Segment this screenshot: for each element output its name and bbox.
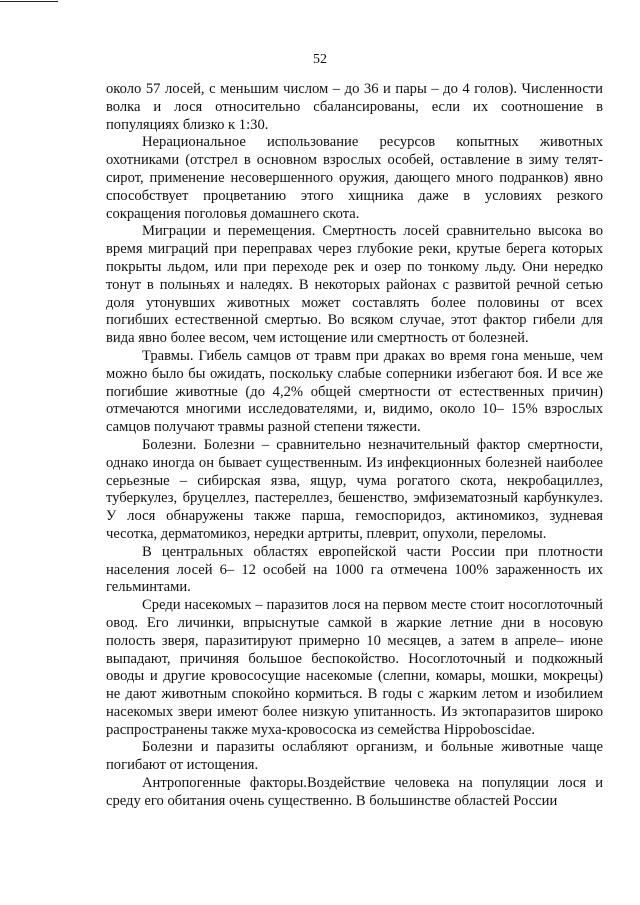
paragraph-1: около 57 лосей, с меньшим числом – до 36 и пары – до 4 голов). Численности волка и лося относительно сбалансированы, если их соотношение в популяциях близко к 1:30. (106, 81, 603, 133)
body-text (106, 81, 603, 811)
paragraph-5: Болезни. Болезни – сравнительно незначительный фактор смертности, однако иногда он бывает существенным. Из инфекционных болезней наиболее серьезные – сибирская язва, ящур, чума рогатого скота, некробациллез, туберкулез, бруцеллез, пастереллез, бешенство, эмфизематозный карбункулез. У лося обнаружены также парша, гемоспоридоз, актиномикоз, зудневая чесотка, дерматомикоз, нередки артриты, плеврит, опухоли, переломы. (106, 436, 603, 542)
paragraph-6: В центральных областях европейской части России при плотности населения лосей 6– 12 особей на 1000 га отмечена 100% зараженность их гельминтами. (106, 543, 603, 596)
paragraph-2: Нерациональное использование ресурсов копытных животных охотниками (отстрел в основном взрослых особей, оставление в зиму телят-сирот, применение несовершенного оружия, дающего много подранков) явно способствует процветанию этого хищника даже в условиях резкого сокращения поголовья домашнего скота. (106, 134, 603, 222)
paragraph-4: Травмы. Гибель самцов от травм при драках во время гона меньше, чем можно было бы ожидать, поскольку слабые соперники избегают боя. И все же погибшие животные (до 4,2% общей смертности от естественных причин) отмечаются многими исследователями, и, видимо, около 10– 15% взрослых самцов получают травмы разной степени тяжести. (106, 347, 603, 436)
page-number: 52 (313, 52, 327, 67)
paragraph-3: Миграции и перемещения. Смертность лосей сравнительно высока во время миграций при переправах через глубокие реки, крутые берега которых покрыты льдом, или при переходе рек и озер по тонкому льду. Они нередко тонут в полыньях и наледях. В некоторых районах с развитой речной сетью доля утонувших животных может составлять более половины от всех погибших естественной смертью. Во всяком случае, этот фактор гибели для вида явно более весом, чем истощение или смертность от болезней. (106, 223, 603, 347)
paragraph-9: Антропогенные факторы.Воздействие человека на популяции лося и среду его обитания очень существенно. В большинстве областей России (106, 775, 603, 809)
top-rule-line (0, 1, 58, 2)
paragraph-7: Среди насекомых – паразитов лося на первом месте стоит носоглоточный овод. Его личинки, впрыснутые самкой в жаркие летние дни в носовую полость зверя, паразитируют примерно 10 месяцев, а затем в апреле– июне выпадают, причиняя большое беспокойство. Носоглоточный и подкожный оводы и другие кровососущие насекомые (слепни, комары, мошки, мокрецы) не дают животным спокойно кормиться. В годы с жарким летом и изобилием насекомых звери имеют более низкую упитанность. Из эктопаразитов широко распространены также муха-кровососка из семейства Hippoboscidae. (106, 597, 603, 738)
paragraph-8: Болезни и паразиты ослабляют организм, и больные животные чаще погибают от истощения. (106, 739, 603, 774)
